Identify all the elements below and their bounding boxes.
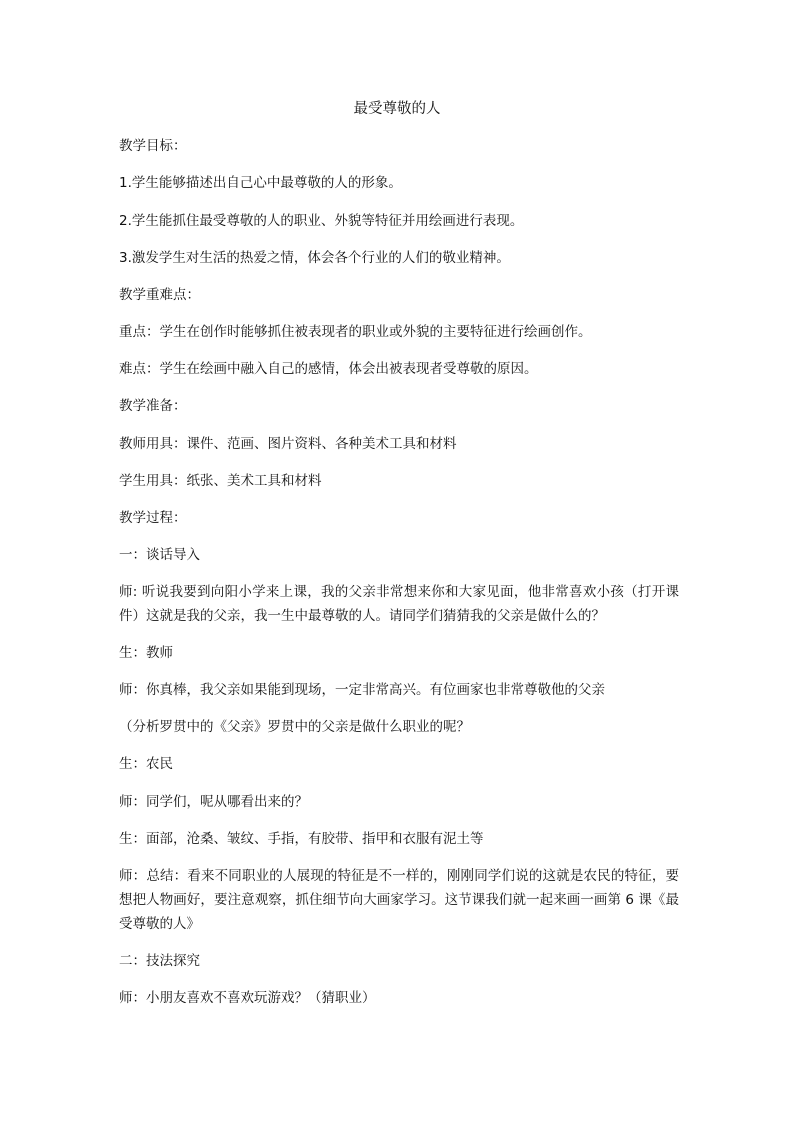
goal-item-2: 2.学生能抓住最受尊敬的人的职业、外貌等特征并用绘画进行表现。	[119, 213, 524, 229]
teacher-materials: 教师用具：课件、范画、图片资料、各种美术工具和材料	[119, 436, 457, 452]
heading-teaching-goals: 教学目标：	[119, 138, 187, 154]
dialogue-paragraph: 师：小朋友喜欢不喜欢玩游戏？（猜职业）	[119, 990, 376, 1006]
dialogue-paragraph: 生：教师	[119, 645, 173, 661]
dialogue-paragraph: 生：面部，沧桑、皱纹、手指，有胶带、指甲和衣服有泥土等	[119, 831, 484, 847]
section-heading-technique: 二：技法探究	[119, 953, 200, 969]
key-point: 重点：学生在创作时能够抓住被表现者的职业或外貌的主要特征进行绘画创作。	[119, 324, 592, 340]
student-materials: 学生用具：纸张、美术工具和材料	[119, 473, 322, 489]
document-title: 最受尊敬的人	[353, 101, 441, 117]
difficult-point: 难点：学生在绘画中融入自己的感情，体会出被表现者受尊敬的原因。	[119, 361, 538, 377]
dialogue-paragraph: 生：农民	[119, 756, 173, 772]
heading-key-points: 教学重难点：	[119, 287, 200, 303]
dialogue-paragraph: 师: 听说我要到向阳小学来上课，我的父亲非常想来你和大家见面，他非常喜欢小孩（打开课件）这就是我的父亲，我一生中最尊敬的人。请同学们猜猜我的父亲是做什么的？	[119, 584, 679, 624]
goal-item-3: 3.激发学生对生活的热爱之情，体会各个行业的人们的敬业精神。	[119, 250, 510, 266]
dialogue-paragraph: 师：总结：看来不同职业的人展现的特征是不一样的，刚刚同学们说的这就是农民的特征，要想把人物画好，要注意观察，抓住细节向大画家学习。这节课我们就一起来画一画第 6 课《最受尊敬的人》	[119, 868, 679, 932]
section-heading-intro: 一：谈话导入	[119, 547, 200, 563]
goal-item-1: 1.学生能够描述出自己心中最尊敬的人的形象。	[119, 175, 402, 191]
heading-process: 教学过程：	[119, 510, 187, 526]
heading-preparation: 教学准备：	[119, 398, 187, 414]
dialogue-paragraph: 师：你真棒，我父亲如果能到现场，一定非常高兴。有位画家也非常尊敬他的父亲	[119, 682, 605, 698]
dialogue-paragraph: 师：同学们，呢从哪看出来的？	[119, 794, 308, 810]
dialogue-paragraph: （分析罗贯中的《父亲》罗贯中的父亲是做什么职业的呢？	[119, 719, 470, 735]
